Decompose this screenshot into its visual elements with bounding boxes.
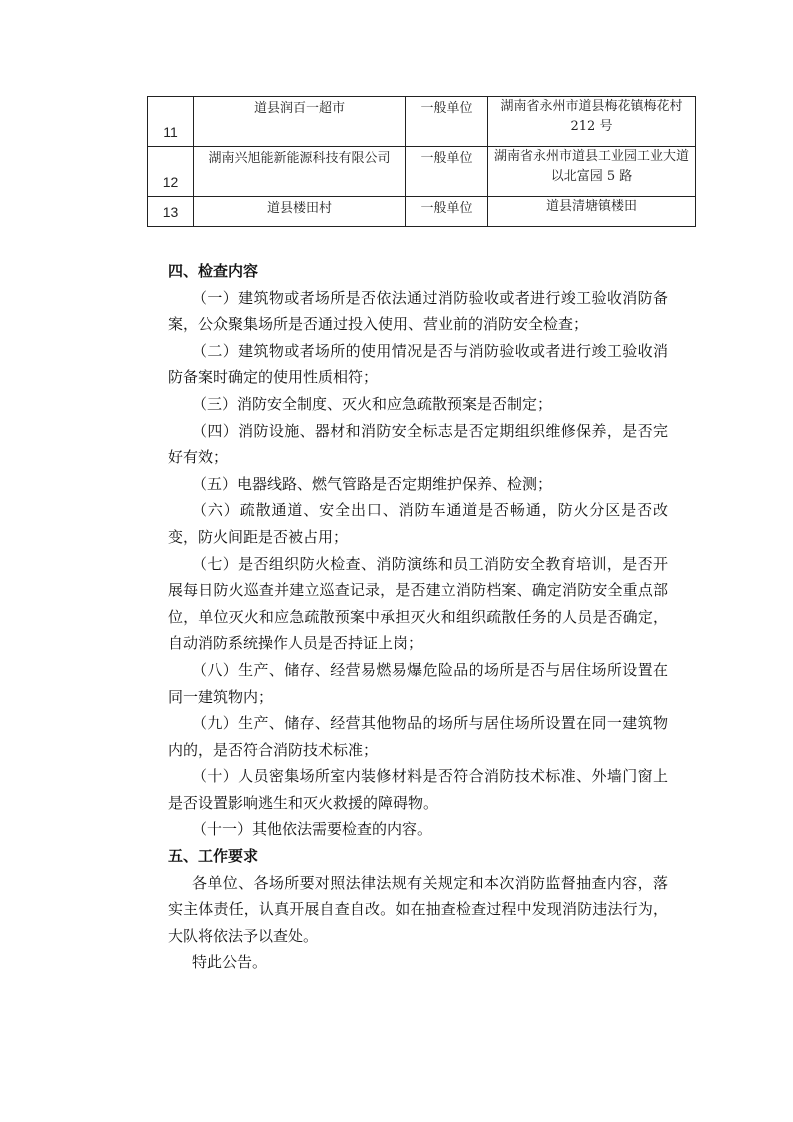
unit-type: 一般单位 bbox=[406, 147, 488, 197]
unit-address: 湖南省永州市道县梅花镇梅花村 212 号 bbox=[488, 97, 696, 147]
inspection-item: （九）生产、储存、经营其他物品的场所与居住场所设置在同一建筑物内的，是否符合消防技术标准； bbox=[168, 714, 668, 759]
unit-address: 湖南省永州市道县工业园工业大道以北富园 5 路 bbox=[488, 147, 696, 197]
unit-type: 一般单位 bbox=[406, 197, 488, 227]
inspection-item: （六）疏散通道、安全出口、消防车通道是否畅通，防火分区是否改变，防火间距是否被占用； bbox=[168, 501, 668, 546]
table-row bbox=[148, 147, 696, 197]
section-heading: 四、检查内容 bbox=[168, 262, 259, 280]
inspection-item: （四）消防设施、器材和消防安全标志是否定期组织维修保养，是否完好有效； bbox=[168, 421, 668, 467]
row-number: 12 bbox=[148, 147, 194, 197]
row-number: 13 bbox=[148, 197, 194, 227]
unit-type: 一般单位 bbox=[406, 97, 488, 147]
inspection-item: （十）人员密集场所室内装修材料是否符合消防技术标准、外墙门窗上是否设置影响逃生和灭火救援的障碍物。 bbox=[168, 767, 668, 812]
closing-line: 特此公告。 bbox=[192, 953, 268, 972]
unit-address: 道县清塘镇楼田 bbox=[488, 197, 696, 227]
unit-name: 道县润百一超市 bbox=[194, 97, 406, 147]
section-heading: 五、工作要求 bbox=[168, 847, 259, 866]
inspection-item: （七）是否组织防火检查、消防演练和员工消防安全教育培训，是否开展每日防火巡查并建立巡查记录，是否建立消防档案、确定消防安全重点部位，单位灭火和应急疏散预案中承担灭火和组织疏散任务的人员是否确定，自动消防系统操作人员是否持证上岗； bbox=[168, 554, 668, 653]
table-row bbox=[148, 97, 696, 147]
requirements-paragraph: 各单位、各场所要对照法律法规有关规定和本次消防监督抽查内容，落实主体责任，认真开展自查自改。如在抽查检查过程中发现消防违法行为，大队将依法予以查处。 bbox=[168, 873, 668, 945]
table-row bbox=[148, 197, 696, 227]
inspection-item: （一）建筑物或者场所是否依法通过消防验收或者进行竣工验收消防备案，公众聚集场所是否通过投入使用、营业前的消防安全检查； bbox=[168, 288, 668, 334]
unit-name: 湖南兴旭能新能源科技有限公司 bbox=[194, 147, 406, 197]
inspection-item: （二）建筑物或者场所的使用情况是否与消防验收或者进行竣工验收消防备案时确定的使用性质相符； bbox=[168, 341, 668, 387]
unit-name: 道县楼田村 bbox=[194, 197, 406, 227]
inspection-item: （三）消防安全制度、灭火和应急疏散预案是否制定； bbox=[192, 394, 553, 413]
row-number: 11 bbox=[148, 97, 194, 147]
inspection-item: （五）电器线路、燃气管路是否定期维护保养、检测； bbox=[192, 474, 553, 493]
units-table bbox=[147, 96, 696, 227]
inspection-item: （十一）其他依法需要检查的内容。 bbox=[192, 820, 433, 839]
document-body bbox=[168, 258, 668, 976]
inspection-item: （八）生产、储存、经营易燃易爆危险品的场所是否与居住场所设置在同一建筑物内； bbox=[168, 660, 668, 706]
